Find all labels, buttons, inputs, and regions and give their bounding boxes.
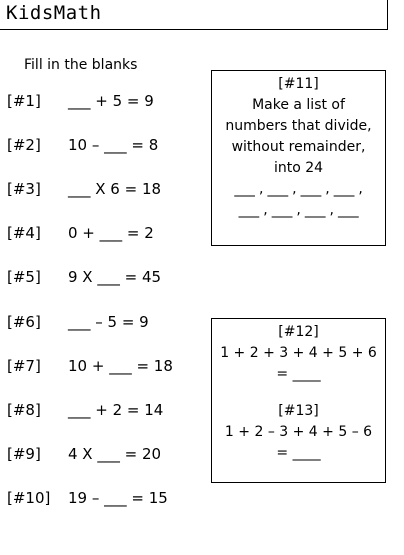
problem-12-answer: = ____ [276, 366, 321, 382]
problem-13-expression: 1 + 2 – 3 + 4 + 5 – 6 [224, 424, 373, 440]
problem-10 [0, 489, 200, 511]
problem-expression: ___ + 2 = 14 [68, 401, 164, 419]
problem-9 [0, 445, 200, 467]
problem-number: [#4] [7, 224, 41, 242]
problem-2 [0, 136, 200, 158]
spacer [212, 385, 385, 401]
problem-number: [#2] [7, 136, 41, 154]
problem-12-expression: 1 + 2 + 3 + 4 + 5 + 6 [220, 345, 377, 361]
problem-11-box [211, 70, 386, 246]
app-header [0, 0, 388, 30]
problem-number: [#10] [7, 489, 51, 507]
problem-11-blanks: ___ , ___ , ___ , ___ [238, 202, 359, 218]
app-title: KidsMath [6, 2, 102, 24]
problem-expression: ___ + 5 = 9 [68, 92, 154, 110]
problem-3 [0, 180, 200, 202]
problem-expression: ___ – 5 = 9 [68, 313, 149, 331]
problem-11-text: without remainder, [231, 139, 366, 155]
problem-expression: 10 + ___ = 18 [68, 357, 173, 375]
problem-number: [#6] [7, 313, 41, 331]
problem-12-13-box [211, 318, 386, 483]
problem-7 [0, 357, 200, 379]
problem-expression: 19 – ___ = 15 [68, 489, 168, 507]
problem-expression: 10 – ___ = 8 [68, 136, 159, 154]
problem-number: [#9] [7, 445, 41, 463]
problem-12-label: [#12] [278, 324, 319, 340]
problem-8 [0, 401, 200, 423]
problem-expression: 9 X ___ = 45 [68, 268, 162, 286]
problem-expression: ___ X 6 = 18 [68, 180, 162, 198]
problem-11-text: Make a list of [252, 97, 345, 113]
problem-13-label: [#13] [278, 403, 319, 419]
problem-expression: 0 + ___ = 2 [68, 224, 154, 242]
problem-11-blanks: ___ , ___ , ___ , ___ , [234, 181, 363, 197]
problem-11-text: into 24 [273, 160, 324, 176]
problem-6 [0, 313, 200, 335]
problem-number: [#8] [7, 401, 41, 419]
problem-number: [#3] [7, 180, 41, 198]
problem-11-label: [#11] [278, 76, 319, 92]
problem-number: [#1] [7, 92, 41, 110]
problem-13-answer: = ____ [276, 445, 321, 461]
problem-number: [#7] [7, 357, 41, 375]
instructions: Fill in the blanks [24, 57, 138, 73]
problem-5 [0, 268, 200, 290]
problem-4 [0, 224, 200, 246]
problem-11-text: numbers that divide, [225, 118, 372, 134]
problem-1 [0, 92, 200, 114]
problem-number: [#5] [7, 268, 41, 286]
problem-expression: 4 X ___ = 20 [68, 445, 162, 463]
